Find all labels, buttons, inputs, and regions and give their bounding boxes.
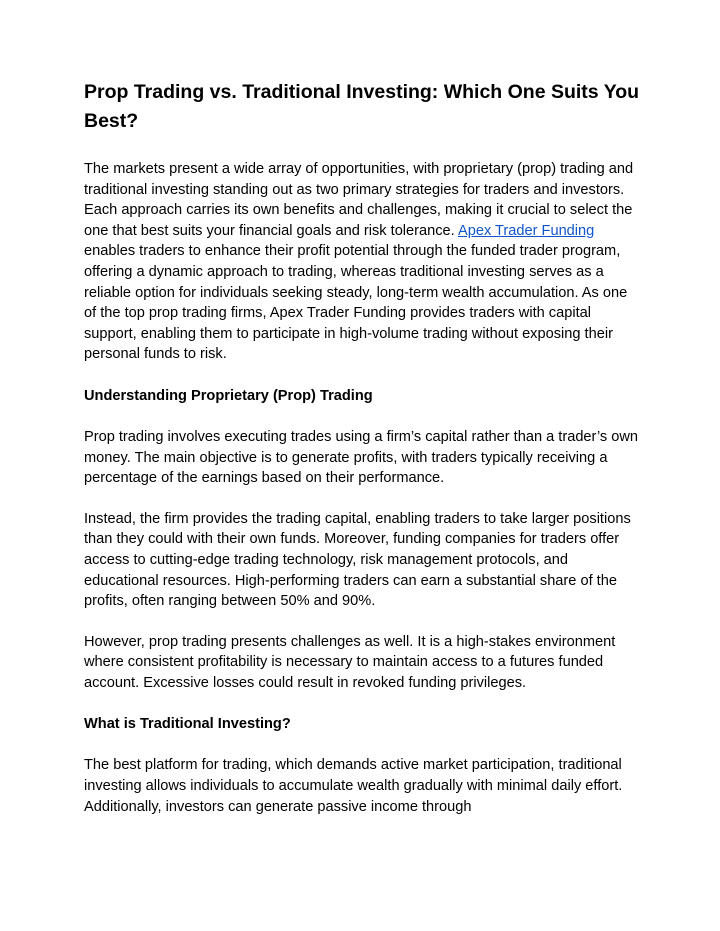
section-heading-traditional-investing: What is Traditional Investing?	[84, 716, 291, 733]
document-page	[84, 78, 640, 817]
intro-paragraph	[84, 159, 640, 365]
paragraph: However, prop trading presents challenges as well. It is a high-stakes environment where consistent profitability is necessary to maintain access to a futures funded account. Excessive losses could result in revoked funding privileges.	[84, 633, 616, 691]
intro-text-before-link: The markets present a wide array of opportunities, with proprietary (prop) trading and traditional investing standing out as two primary strategies for traders and investors. Each approach carries its own benefits and challenges, making it crucial to select the one that best suits your financial goals and risk tolerance.	[84, 161, 634, 239]
paragraph: Instead, the firm provides the trading capital, enabling traders to take larger positions than they could with their own funds. Moreover, funding companies for traders offer access to cutting-edge trading technology, risk management protocols, and educational resources. High-performing traders can earn a substantial share of the profits, often ranging between 50% and 90%.	[84, 510, 631, 610]
paragraph: The best platform for trading, which demands active market participation, traditional investing allows individuals to accumulate wealth gradually with minimal daily effort. Additionally, investors can generate passive income through	[84, 757, 623, 815]
page-title: Prop Trading vs. Traditional Investing: Which One Suits You Best?	[84, 81, 640, 132]
intro-text-after-link: enables traders to enhance their profit potential through the funded trader program, offering a dynamic approach to trading, whereas traditional investing serves as a reliable option for individuals seeking steady, long-term wealth accumulation. As one of the top prop trading firms, Apex Trader Funding provides traders with capital support, enabling them to participate in high-volume trading without exposing their personal funds to risk.	[84, 243, 628, 363]
paragraph: Prop trading involves executing trades using a firm’s capital rather than a trader’s own money. The main objective is to generate profits, with traders typically receiving a percentage of the earnings based on their performance.	[84, 428, 639, 487]
apex-trader-funding-link[interactable]: Apex Trader Funding	[457, 222, 595, 239]
section-heading-prop-trading: Understanding Proprietary (Prop) Trading	[84, 387, 373, 404]
